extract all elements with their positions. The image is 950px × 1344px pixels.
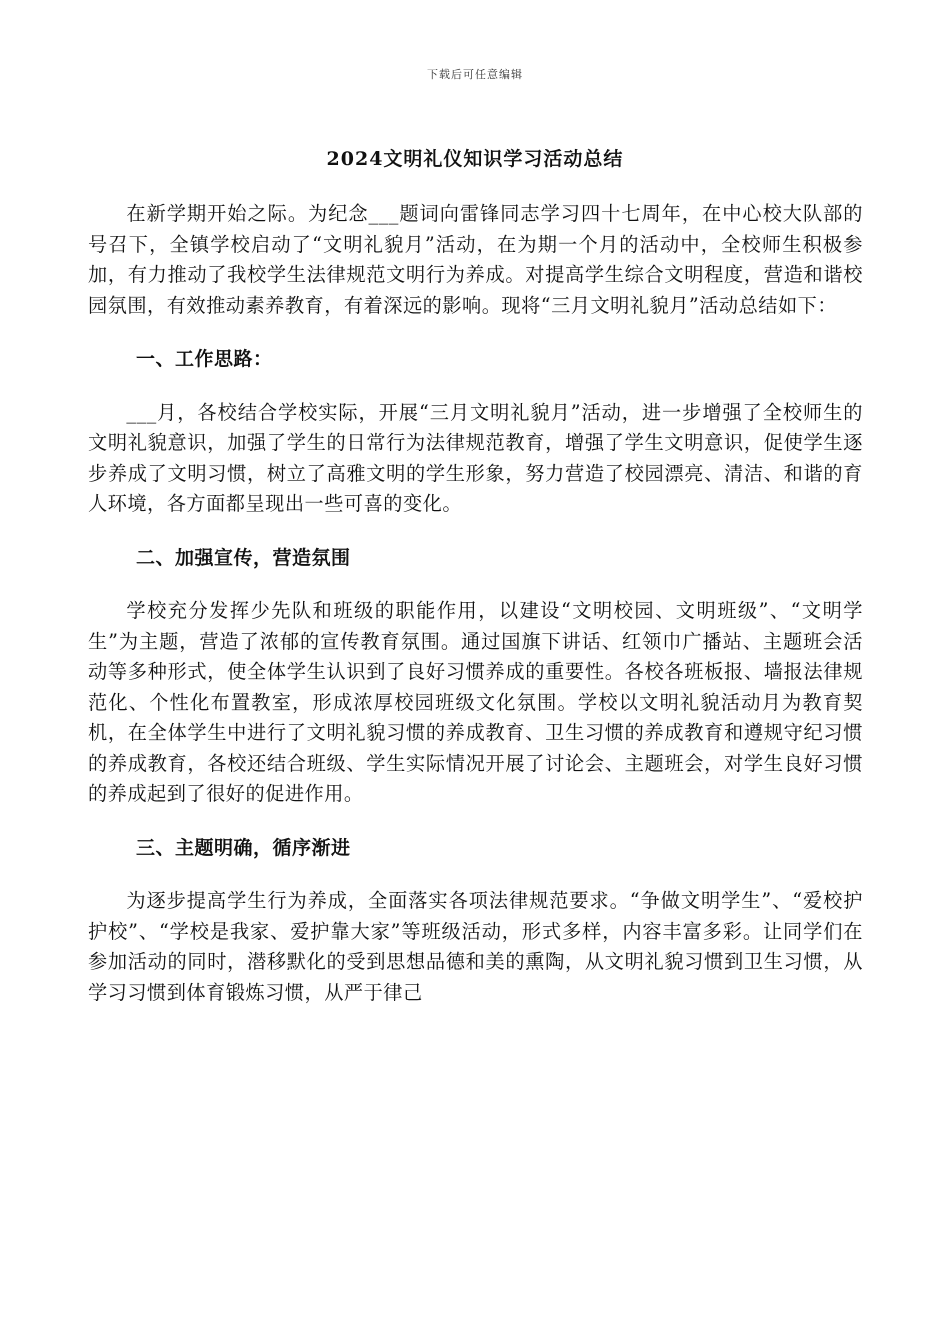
document-body xyxy=(88,199,863,1008)
spacer xyxy=(88,810,863,833)
section-2-paragraph: 学校充分发挥少先队和班级的职能作用，以建设“文明校园、文明班级”、“文明学生”为主题，营造了浓郁的宣传教育氛围。通过国旗下讲话、红领巾广播站、主题班会活动等多种形式，使全体学生认识到了良好习惯养成的重要性。各校各班板报、墙报法律规范化、个性化布置教室，形成浓厚校园班级文化氛围。学校以文明礼貌活动月为教育契机，在全体学生中进行了文明礼貌习惯的养成教育、卫生习惯的养成教育和遵规守纪习惯的养成教育，各校还结合班级、学生实际情况开展了讨论会、主题班会，对学生良好习惯的养成起到了很好的促进作用。 xyxy=(88,599,863,805)
document-title: 2024文明礼仪知识学习活动总结 xyxy=(326,148,624,170)
section-3-heading: 三、主题明确，循序渐进 xyxy=(136,836,351,859)
spacer xyxy=(88,863,863,886)
section-1-heading: 一、工作思路： xyxy=(136,348,273,370)
section-3-paragraph: 为逐步提高学生行为养成，全面落实各项法律规范要求。“争做文明学生”、“爱校护护校”、“学校是我家、爱护靠大家”等班级活动，形式多样，内容丰富多彩。让同学们在参加活动的同时，潜移默化的受到思想品德和美的熏陶，从文明礼貌习惯到卫生习惯，从学习习惯到体育锻炼习惯，从严于律己 xyxy=(88,889,863,1004)
section-2-heading: 二、加强宣传，营造氛围 xyxy=(136,546,351,569)
section-1-paragraph: ___月，各校结合学校实际，开展“三月文明礼貌月”活动，进一步增强了全校师生的文明礼貌意识，加强了学生的日常行为法律规范教育，增强了学生文明意识，促使学生逐步养成了文明习惯，树立了高雅文明的学生形象，努力营造了校园漂亮、清洁、和谐的育人环境，各方面都呈现出一些可喜的变化。 xyxy=(88,400,863,515)
intro-paragraph: 在新学期开始之际。为纪念___题词向雷锋同志学习四十七周年，在中心校大队部的号召下，全镇学校启动了“文明礼貌月”活动，在为期一个月的活动中，全校师生积极参加，有力推动了我校学生法律规范文明行为养成。对提高学生综合文明程度，营造和谐校园氛围，有效推动素养教育，有着深远的影响。现将“三月文明礼貌月”活动总结如下： xyxy=(88,202,863,317)
spacer xyxy=(88,321,863,344)
spacer xyxy=(88,573,863,596)
spacer xyxy=(88,520,863,543)
page-header-note: 下载后可任意编辑 xyxy=(427,68,523,81)
spacer xyxy=(88,375,863,398)
